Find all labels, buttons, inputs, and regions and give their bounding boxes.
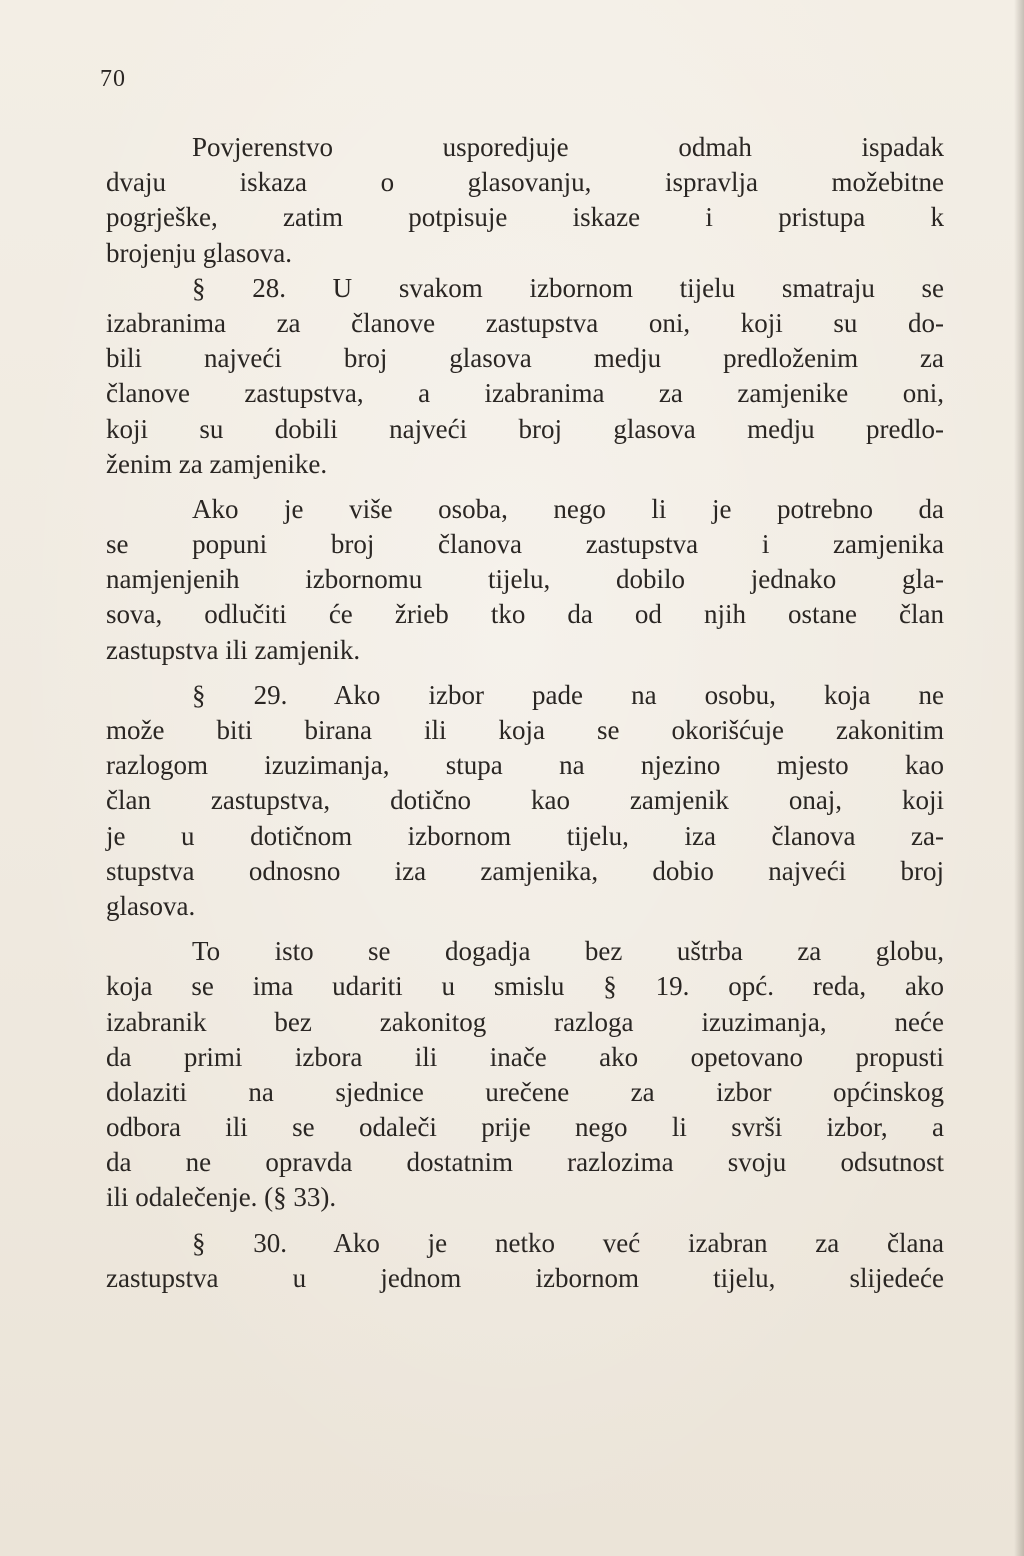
- text-line: dvaju iskaza o glasovanju, ispravlja možebitne: [106, 167, 944, 198]
- text-line: se popuni broj članova zastupstva i zamjenika: [106, 529, 944, 560]
- text-line: brojenju glasova.: [106, 237, 292, 268]
- page-number: 70: [100, 66, 126, 92]
- text-line: dolaziti na sjednice urečene za izbor općinskog: [106, 1076, 944, 1107]
- text-line: koji su dobili najveći broj glasova medju predlo-: [106, 413, 944, 444]
- text-line: član zastupstva, dotično kao zamjenik onaj, koji: [106, 785, 944, 816]
- text-line: glasova.: [106, 890, 196, 921]
- text-line: Povjerenstvo usporedjuje odmah ispadak: [192, 132, 944, 162]
- text-line: može biti birana ili koja se okorišćuje zakonitim: [106, 715, 944, 745]
- paragraph: [106, 130, 944, 271]
- text-line: ili odalečenje. (§ 33).: [106, 1182, 337, 1213]
- text-line: odbora ili se odaleči prije nego li svrši izbor, a: [106, 1112, 944, 1143]
- text-line: razlogom izuzimanja, stupa na njezino mjesto kao: [106, 750, 944, 781]
- text-line: namjenjenih izbornomu tijelu, dobilo jednako gla-: [106, 564, 944, 595]
- text-line: da primi izbora ili inače ako opetovano propusti: [106, 1041, 944, 1072]
- text-line: zastupstva u jednom izbornom tijelu, slijedeće: [106, 1262, 944, 1293]
- text-line: bili najveći broj glasova medju predloženim za: [106, 343, 944, 374]
- text-line: pogrješke, zatim potpisuje iskaze i pristupa k: [106, 202, 944, 233]
- paragraph: [106, 934, 944, 1216]
- page-edge-shadow: [1014, 0, 1024, 1556]
- text-line: zastupstva ili zamjenik.: [106, 634, 361, 665]
- text-line: § 30. Ako je netko već izabran za člana: [192, 1227, 944, 1258]
- body-text: [106, 130, 944, 1296]
- text-line: stupstva odnosno iza zamjenika, dobio najveći broj: [106, 855, 944, 886]
- text-line: koja se ima udariti u smislu § 19. opć. reda, ako: [106, 971, 944, 1002]
- text-line: je u dotičnom izbornom tijelu, iza članova za-: [106, 820, 944, 851]
- text-line: da ne opravda dostatnim razlozima svoju odsutnost: [106, 1147, 944, 1178]
- text-line: § 28. U svakom izbornom tijelu smatraju se: [192, 272, 944, 303]
- text-line: Ako je više osoba, nego li je potrebno da: [192, 493, 944, 524]
- text-line: To isto se dogadja bez uštrba za globu,: [192, 936, 944, 967]
- paragraph: [106, 678, 944, 924]
- paragraph: [106, 492, 944, 668]
- paragraph: [106, 271, 944, 482]
- paragraph: [106, 1226, 944, 1296]
- text-line: izabranima za članove zastupstva oni, koji su do-: [106, 307, 944, 338]
- text-line: izabranik bez zakonitog razloga izuzimanja, neće: [106, 1006, 944, 1037]
- text-line: § 29. Ako izbor pade na osobu, koja ne: [192, 679, 944, 710]
- text-line: sova, odlučiti će žrieb tko da od njih ostane član: [106, 599, 944, 630]
- text-line: ženim za zamjenike.: [106, 448, 328, 479]
- text-line: članove zastupstva, a izabranima za zamjenike oni,: [106, 378, 944, 409]
